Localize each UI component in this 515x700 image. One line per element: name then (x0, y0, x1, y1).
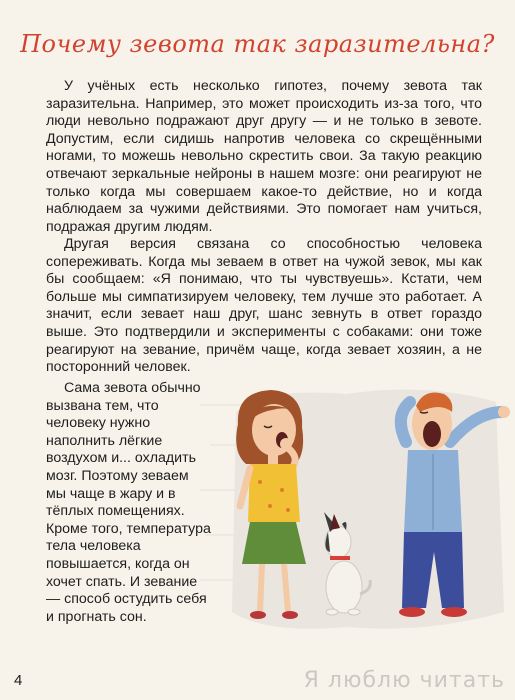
watermark: Я люблю читать (303, 668, 505, 693)
yawning-illustration (226, 372, 510, 644)
page-title: Почему зевота так заразительна? (20, 30, 495, 58)
paragraph-1: У учёных есть несколько гипотез, почему зевота так заразительна. Например, это может происходить из-за того, что люди невольно подражают друг другу — и не только в зевоте. Допустим, если сидишь напротив человека со скрещёнными ногами, то можешь невольно скрестить свои. За такую реакцию отвечают зеркальные нейроны в нашем мозге: они реагируют не только когда мы совершаем какое-то действие, но и когда наблюдаем за чужими действиями. Это помогает нам учиться, подражая другим людям. (46, 78, 482, 235)
page-number: 4 (14, 672, 23, 689)
paragraph-3: Сама зевота обычно вызвана тем, что человеку нужно наполнить лёгкие воздухом и... охладить мозг. Поэтому зеваем мы чаще в жару и в тёплых помещениях. Кроме того, температура тела человека повышается, когда он хочет спать. И зевание — способ остудить себя и прогнать сон. (46, 380, 211, 625)
paragraph-2: Другая версия связана со способностью человека сопереживать. Когда мы зеваем в ответ на чужой зевок, мы как бы сообщаем: «Я понимаю, что ты чувствуешь». Кстати, чем больше мы симпатизируем человеку, тем лучше это работает. А значит, если зевает наш друг, шанс зевнуть в ответ гораздо выше. Это подтвердили и эксперименты с собаками: они тоже реагируют на зевание, причём чаще, когда зевает хозяин, а не посторонний человек. (46, 236, 482, 376)
